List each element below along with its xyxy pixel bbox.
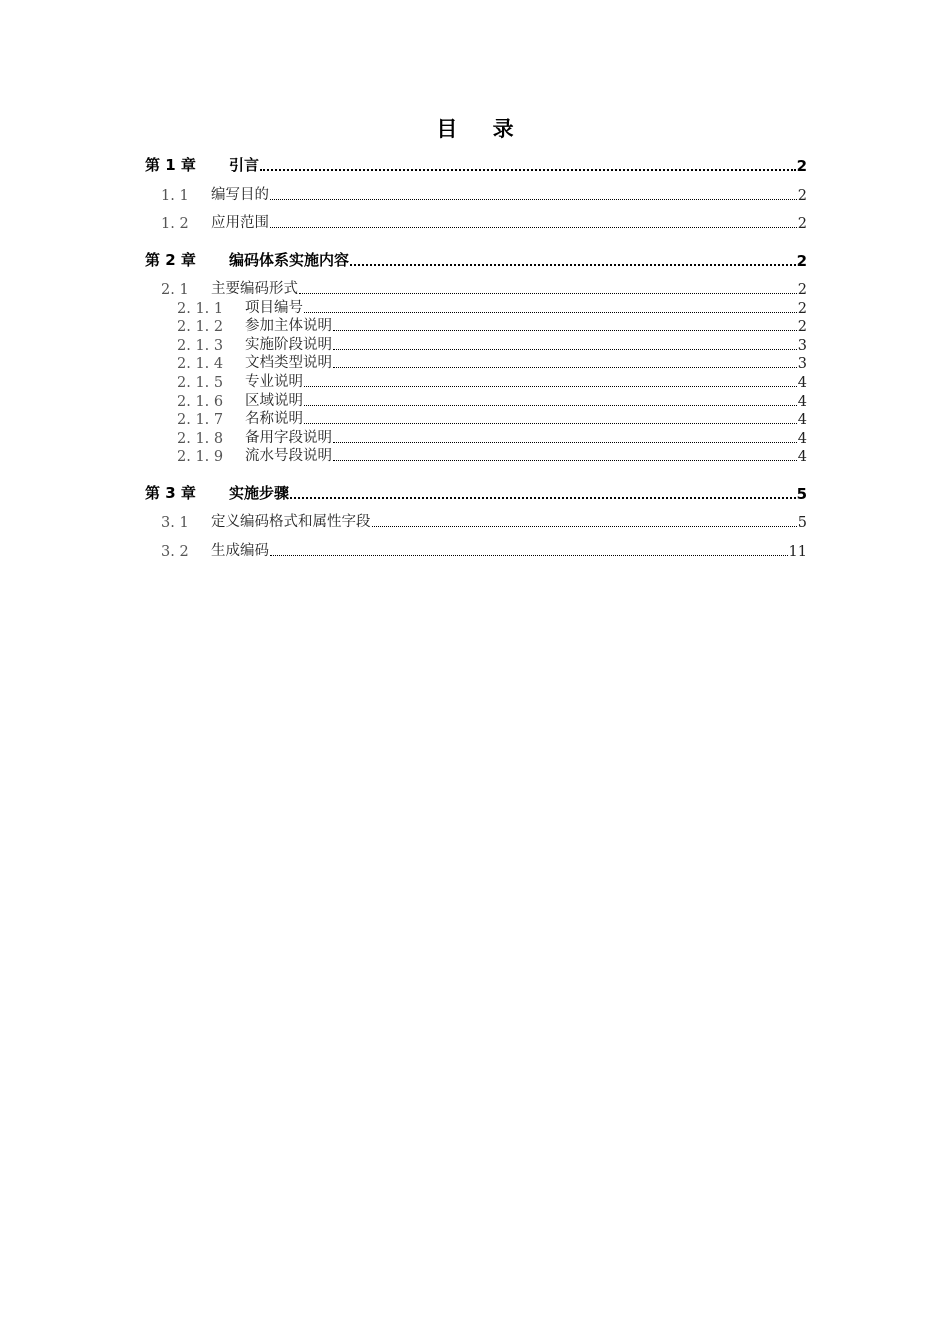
toc-entry-title: 实施阶段说明 xyxy=(245,337,332,353)
toc-entry-title: 编码体系实施内容 xyxy=(229,251,350,269)
toc-entry-number: 第 3 章 xyxy=(145,484,196,502)
toc-entry-section-1-1[interactable] xyxy=(0,184,950,204)
toc-leader-dots xyxy=(304,385,797,387)
toc-entry-number: 3. 2 xyxy=(161,544,189,560)
toc-entry-page: 4 xyxy=(797,394,807,410)
toc-leader-dots xyxy=(270,226,797,228)
toc-leader-dots xyxy=(333,441,797,443)
toc-leader-dots xyxy=(299,292,797,294)
page-title: 目 录 xyxy=(436,117,528,141)
toc-entry-title: 文档类型说明 xyxy=(245,355,332,371)
toc-entry-page: 2 xyxy=(797,282,807,298)
toc-entry-number: 2. 1. 5 xyxy=(177,375,224,391)
toc-entry-section-3-2[interactable] xyxy=(0,540,950,560)
toc-leader-dots xyxy=(290,496,796,499)
toc-leader-dots xyxy=(270,554,788,556)
toc-entry-title: 流水号段说明 xyxy=(245,448,332,464)
toc-entry-number: 2. 1 xyxy=(161,282,189,298)
toc-entry-page: 3 xyxy=(797,338,807,354)
toc-entry-section-1-2[interactable] xyxy=(0,212,950,232)
toc-entry-number: 2. 1. 1 xyxy=(177,301,224,317)
toc-entry-number: 2. 1. 7 xyxy=(177,412,224,428)
toc-entry-subsection-2-1-3[interactable] xyxy=(0,334,950,354)
toc-entry-number: 2. 1. 3 xyxy=(177,338,224,354)
toc-entry-section-3-1[interactable] xyxy=(0,511,950,531)
toc-entry-title: 名称说明 xyxy=(245,411,303,427)
toc-leader-dots xyxy=(260,168,796,171)
toc-entry-page: 2 xyxy=(797,319,807,335)
toc-entry-page: 2 xyxy=(797,188,807,204)
toc-entry-page: 3 xyxy=(797,356,807,372)
toc-leader-dots xyxy=(304,404,797,406)
toc-entry-subsection-2-1-7[interactable] xyxy=(0,408,950,428)
toc-entry-subsection-2-1-8[interactable] xyxy=(0,427,950,447)
toc-entry-page: 4 xyxy=(797,375,807,391)
toc-entry-page: 2 xyxy=(796,252,807,270)
toc-entry-title: 编写目的 xyxy=(211,187,269,203)
toc-entry-title: 项目编号 xyxy=(245,300,303,316)
toc-entry-chapter-3[interactable] xyxy=(0,483,950,503)
toc-leader-dots xyxy=(333,459,797,461)
toc-entry-number: 1. 1 xyxy=(161,188,189,204)
toc-leader-dots xyxy=(350,263,796,266)
toc-entry-title: 参加主体说明 xyxy=(245,318,332,334)
toc-entry-page: 4 xyxy=(797,412,807,428)
toc-leader-dots xyxy=(372,525,797,527)
toc-leader-dots xyxy=(304,422,797,424)
toc-entry-number: 第 2 章 xyxy=(145,251,196,269)
toc-entry-number: 2. 1. 2 xyxy=(177,319,224,335)
toc-entry-number: 第 1 章 xyxy=(145,156,196,174)
toc-entry-page: 2 xyxy=(796,157,807,175)
toc-entry-subsection-2-1-4[interactable] xyxy=(0,352,950,372)
toc-entry-page: 4 xyxy=(797,449,807,465)
toc-entry-section-2-1[interactable] xyxy=(0,278,950,298)
toc-entry-page: 5 xyxy=(797,515,807,531)
toc-entry-chapter-1[interactable] xyxy=(0,155,950,175)
toc-entry-subsection-2-1-9[interactable] xyxy=(0,445,950,465)
toc-entry-page: 2 xyxy=(797,216,807,232)
toc-entry-title: 主要编码形式 xyxy=(211,281,298,297)
toc-entry-page: 2 xyxy=(797,301,807,317)
toc-leader-dots xyxy=(304,311,797,313)
toc-entry-title: 实施步骤 xyxy=(229,484,290,502)
toc-leader-dots xyxy=(333,366,797,368)
toc-entry-number: 2. 1. 8 xyxy=(177,431,224,447)
toc-entry-page: 4 xyxy=(797,431,807,447)
toc-entry-number: 3. 1 xyxy=(161,515,189,531)
toc-entry-number: 2. 1. 9 xyxy=(177,449,224,465)
toc-leader-dots xyxy=(333,329,797,331)
toc-entry-title: 备用字段说明 xyxy=(245,430,332,446)
toc-entry-number: 2. 1. 4 xyxy=(177,356,224,372)
toc-entry-number: 1. 2 xyxy=(161,216,189,232)
toc-entry-title: 区域说明 xyxy=(245,393,303,409)
toc-entry-number: 2. 1. 6 xyxy=(177,394,224,410)
toc-entry-title: 定义编码格式和属性字段 xyxy=(211,514,371,530)
toc-leader-dots xyxy=(333,348,797,350)
toc-entry-subsection-2-1-1[interactable] xyxy=(0,297,950,317)
toc-leader-dots xyxy=(270,198,797,200)
toc-entry-page: 11 xyxy=(788,544,807,560)
toc-entry-title: 引言 xyxy=(229,156,260,174)
toc-entry-page: 5 xyxy=(796,485,807,503)
toc-entry-subsection-2-1-6[interactable] xyxy=(0,390,950,410)
toc-entry-subsection-2-1-5[interactable] xyxy=(0,371,950,391)
toc-entry-title: 应用范围 xyxy=(211,215,269,231)
toc-entry-title: 生成编码 xyxy=(211,543,269,559)
toc-entry-subsection-2-1-2[interactable] xyxy=(0,315,950,335)
toc-entry-title: 专业说明 xyxy=(245,374,303,390)
toc-entry-chapter-2[interactable] xyxy=(0,250,950,270)
